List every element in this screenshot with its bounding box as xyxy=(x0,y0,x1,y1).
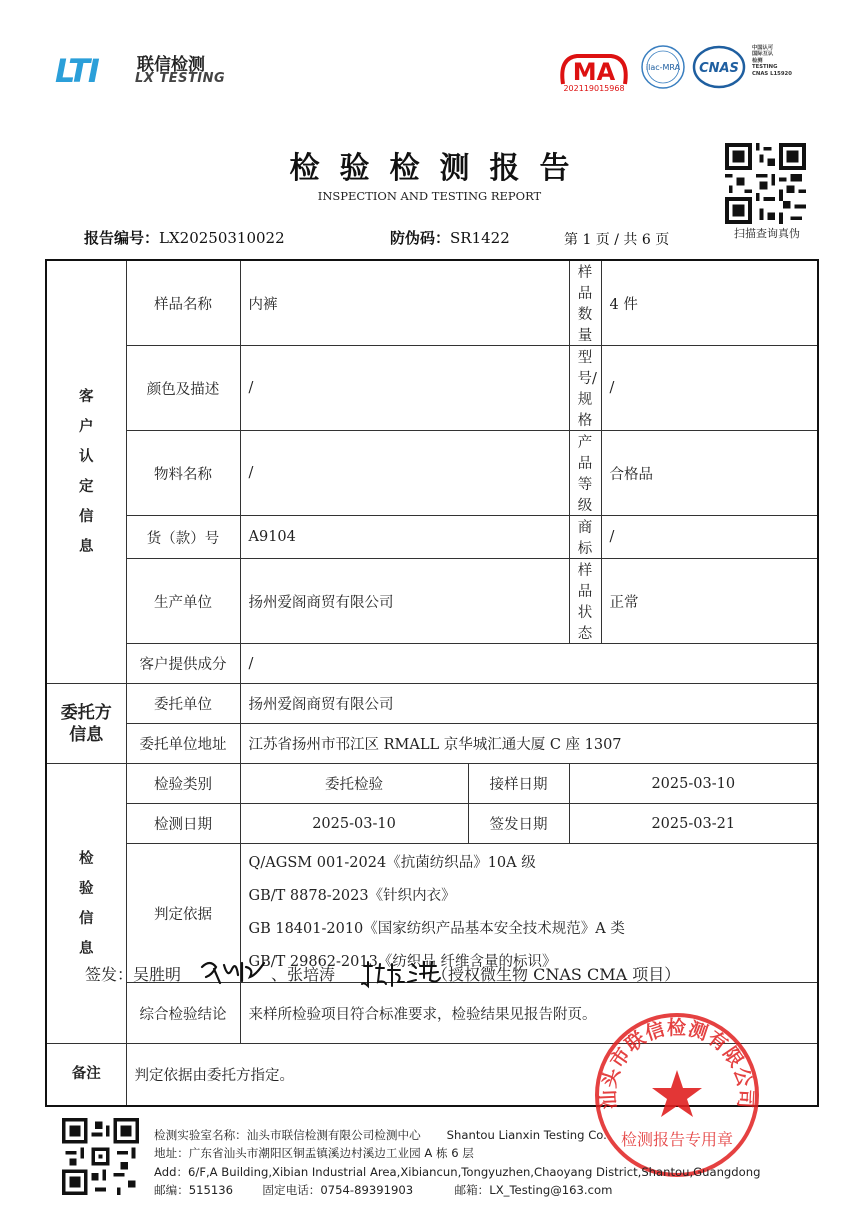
style-no-value: A9104 xyxy=(240,516,569,559)
customer-section-label: 客户认定信息 xyxy=(46,260,126,684)
grade-value: 合格品 xyxy=(601,431,818,516)
svg-text:ilac-MRA: ilac-MRA xyxy=(645,63,681,72)
receive-date-value: 2025-03-10 xyxy=(569,764,818,804)
signature-2-icon xyxy=(360,958,442,990)
ilac-mra-icon xyxy=(640,44,686,90)
producer-label: 生产单位 xyxy=(126,559,240,644)
basis-item: Q/AGSM 001-2024《抗菌纺织品》10A 级 xyxy=(248,855,536,871)
footer-phone: 固定电话：0754-89391903 xyxy=(262,1182,414,1197)
report-title: 检验检测报告 xyxy=(289,151,590,186)
model-label: 型号/规格 xyxy=(569,346,601,431)
footer-info xyxy=(154,1126,760,1199)
basis-item: GB 18401-2010《国家纺织产品基本安全技术规范》A 类 xyxy=(248,921,625,937)
issue-date-label: 签发日期 xyxy=(468,804,569,844)
test-date-value: 2025-03-10 xyxy=(240,804,468,844)
remarks-label: 备注 xyxy=(46,1044,126,1106)
company-logo xyxy=(55,50,235,90)
svg-text:汕头市联信检测有限公司: 汕头市联信检测有限公司 xyxy=(597,1016,757,1110)
remarks-value: 判定依据由委托方指定。 xyxy=(126,1044,818,1106)
inspection-section-label: 检验信息 xyxy=(46,764,126,1044)
client-address-label: 委托单位地址 xyxy=(126,724,240,764)
style-no-label: 货（款）号 xyxy=(126,516,240,559)
logo-chinese-name: 联信检测 xyxy=(137,55,205,75)
logo-mark: LTI xyxy=(55,52,98,90)
issue-date-value: 2025-03-21 xyxy=(569,804,818,844)
report-number: 报告编号：LX20250310022 xyxy=(84,229,285,247)
client-address-value: 江苏省扬州市邗江区 RMALL 京华城汇通大厦 C 座 1307 xyxy=(240,724,818,764)
grade-label: 产品等级 xyxy=(569,431,601,516)
footer-lab-en: Shantou Lianxin Testing Co. xyxy=(446,1128,607,1142)
footer-address-en: Add：6/F,A Building,Xibian Industrial Area,Xibiancun,Tongyuzhen,Chaoyang District,Shantou,Guangdong xyxy=(154,1164,761,1179)
signature-1-icon xyxy=(198,955,268,987)
composition-value: / xyxy=(240,644,818,684)
anti-counterfeit-code: 防伪码：SR1422 xyxy=(390,229,510,247)
footer-qr-code-icon[interactable] xyxy=(62,1118,139,1195)
inspection-type-value: 委托检验 xyxy=(240,764,468,804)
conclusion-value: 来样所检验项目符合标准要求，检验结果见报告附页。 xyxy=(240,983,818,1044)
footer-postcode: 邮编：515136 xyxy=(154,1182,234,1197)
client-section-label: 委托方 信息 xyxy=(46,684,126,764)
inspection-type-label: 检验类别 xyxy=(126,764,240,804)
report-subtitle: INSPECTION AND TESTING REPORT xyxy=(317,189,542,203)
signature-line: 签发：吴胜明 、张培涛 （授权微生物 CNAS CMA 项目） xyxy=(85,965,681,984)
basis-label: 判定依据 xyxy=(126,844,240,983)
logo-english-name: LX TESTING xyxy=(135,71,226,86)
sample-name-value: 内裤 xyxy=(240,260,569,346)
sample-name-label: 样品名称 xyxy=(126,260,240,346)
page-indicator: 第 1 页 / 共 6 页 xyxy=(564,232,670,248)
basis-item: GB/T 8878-2023《针织内衣》 xyxy=(248,888,456,904)
brand-label: 商标 xyxy=(569,516,601,559)
producer-value: 扬州爱阁商贸有限公司 xyxy=(240,559,569,644)
qr-verify-label: 扫描查询真伪 xyxy=(734,227,800,240)
cnas-icon xyxy=(692,44,746,90)
receive-date-label: 接样日期 xyxy=(468,764,569,804)
footer-address-cn: 地址：广东省汕头市潮阳区铜盂镇溪边村溪边工业园 A 栋 6 层 xyxy=(154,1146,474,1161)
cma-code: 202119015968 xyxy=(563,84,625,93)
basis-item: GB/T 29862-2013《纺织品 纤维含量的标识》 xyxy=(248,954,557,970)
seal-bottom-text: 检测报告专用章 xyxy=(620,1130,734,1149)
brand-value: / xyxy=(601,516,818,559)
composition-label: 客户提供成分 xyxy=(126,644,240,684)
sample-state-value: 正常 xyxy=(601,559,818,644)
client-unit-value: 扬州爱阁商贸有限公司 xyxy=(240,684,818,724)
color-value: / xyxy=(240,346,569,431)
sample-qty-label: 样品数量 xyxy=(569,260,601,346)
material-value: / xyxy=(240,431,569,516)
footer-lab: 检测实验室名称：汕头市联信检测有限公司检测中心 xyxy=(154,1128,421,1142)
client-unit-label: 委托单位 xyxy=(126,684,240,724)
footer-email[interactable]: 邮箱：LX_Testing@163.com xyxy=(454,1182,613,1197)
svg-text:CNAS: CNAS xyxy=(699,61,739,76)
conclusion-label: 综合检验结论 xyxy=(126,983,240,1044)
model-value: / xyxy=(601,346,818,431)
material-label: 物料名称 xyxy=(126,431,240,516)
svg-text:MA: MA xyxy=(572,58,616,86)
cnas-text: 中国认可 国际互认 检测 TESTING CNAS L15920 xyxy=(752,45,792,77)
sample-state-label: 样品状态 xyxy=(569,559,601,644)
color-label: 颜色及描述 xyxy=(126,346,240,431)
test-date-label: 检测日期 xyxy=(126,804,240,844)
sample-qty-value: 4 件 xyxy=(601,260,818,346)
qr-code-icon[interactable] xyxy=(725,143,806,224)
